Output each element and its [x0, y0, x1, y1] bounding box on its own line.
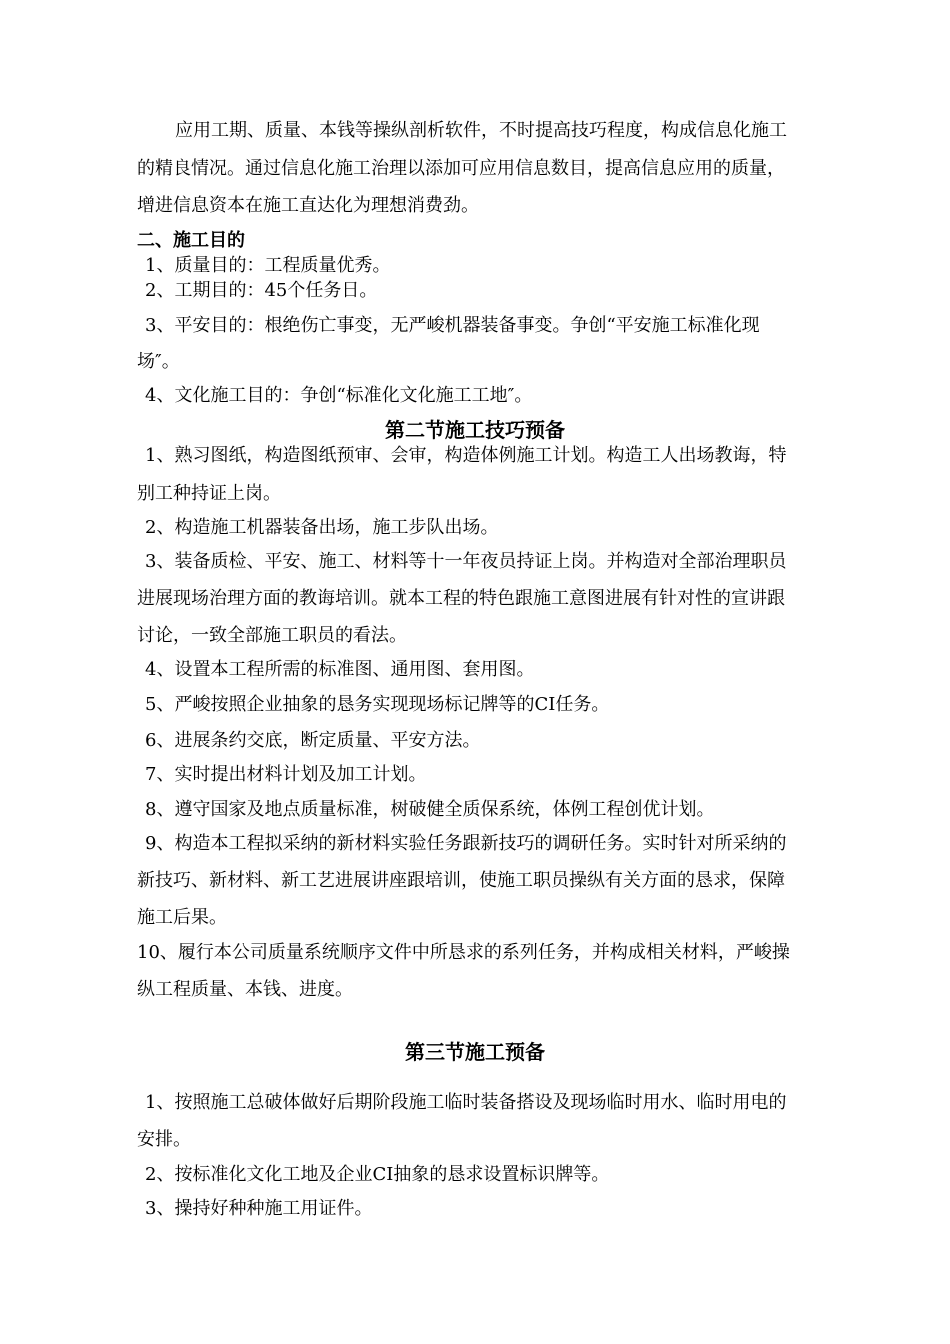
s2-item3-line-1: 3、装备质检、平安、施工、材料等十一年夜员持证上岗。并构造对全部治理职员 [145, 551, 787, 572]
s2-item3-line-3: 讨论，一致全部施工职员的看法。 [137, 625, 407, 646]
goal-safety-line-2: 场″。 [137, 351, 180, 372]
s3-item3: 3、操持好种种施工用证件。 [145, 1198, 373, 1219]
s2-item6: 6、进展条约交底，断定质量、平安方法。 [145, 730, 481, 751]
goals-heading: 二、施工目的 [137, 230, 245, 251]
section2-title: 第二节施工技巧预备 [385, 418, 565, 442]
intro-line-2: 的精良情况。通过信息化施工治理以添加可应用信息数目，提高信息应用的质量， [137, 158, 785, 179]
s2-item7: 7、实时提出材料计划及加工计划。 [145, 764, 427, 785]
s2-item10-line-1: 10、履行本公司质量系统顺序文件中所恳求的系列任务，并构成相关材料，严峻操 [137, 942, 790, 963]
s2-item1-line-1: 1、熟习图纸，构造图纸预审、会审，构造体例施工计划。构造工人出场教诲，特 [145, 445, 787, 466]
s3-item1-line-1: 1、按照施工总破体做好后期阶段施工临时装备搭设及现场临时用水、临时用电的 [145, 1092, 787, 1113]
s2-item8: 8、遵守国家及地点质量标准，树破健全质保系统，体例工程创优计划。 [145, 799, 715, 820]
s2-item1-line-2: 别工种持证上岗。 [137, 483, 281, 504]
goal-civilized: 4、文化施工目的：争创“标准化文化施工工地″。 [145, 385, 533, 406]
s2-item10-line-2: 纵工程质量、本钱、进度。 [137, 979, 353, 1000]
section3-title: 第三节施工预备 [405, 1040, 545, 1064]
s2-item3-line-2: 进展现场治理方面的教诲培训。就本工程的特色跟施工意图进展有针对性的宣讲跟 [137, 588, 785, 609]
intro-line-3: 增进信息资本在施工直达化为理想消费劲。 [137, 195, 479, 216]
intro-line-1: 应用工期、质量、本钱等操纵剖析软件，不时提高技巧程度，构成信息化施工 [175, 120, 787, 141]
s3-item1-line-2: 安排。 [137, 1129, 191, 1150]
goal-safety-line-1: 3、平安目的：根绝伤亡事变，无严峻机器装备事变。争创“平安施工标准化现 [145, 315, 760, 336]
s2-item9-line-1: 9、构造本工程拟采纳的新材料实验任务跟新技巧的调研任务。实时针对所采纳的 [145, 833, 787, 854]
goal-schedule: 2、工期目的：45个任务日。 [145, 280, 378, 301]
s2-item9-line-2: 新技巧、新材料、新工艺进展讲座跟培训，使施工职员操纵有关方面的恳求，保障 [137, 870, 785, 891]
s2-item5: 5、严峻按照企业抽象的恳务实现现场标记牌等的CI任务。 [145, 694, 610, 715]
s3-item2: 2、按标准化文化工地及企业CI抽象的恳求设置标识牌等。 [145, 1164, 610, 1185]
s2-item2: 2、构造施工机器装备出场，施工步队出场。 [145, 517, 499, 538]
s2-item9-line-3: 施工后果。 [137, 907, 227, 928]
s2-item4: 4、设置本工程所需的标准图、通用图、套用图。 [145, 659, 535, 680]
goal-quality: 1、质量目的：工程质量优秀。 [145, 255, 391, 276]
